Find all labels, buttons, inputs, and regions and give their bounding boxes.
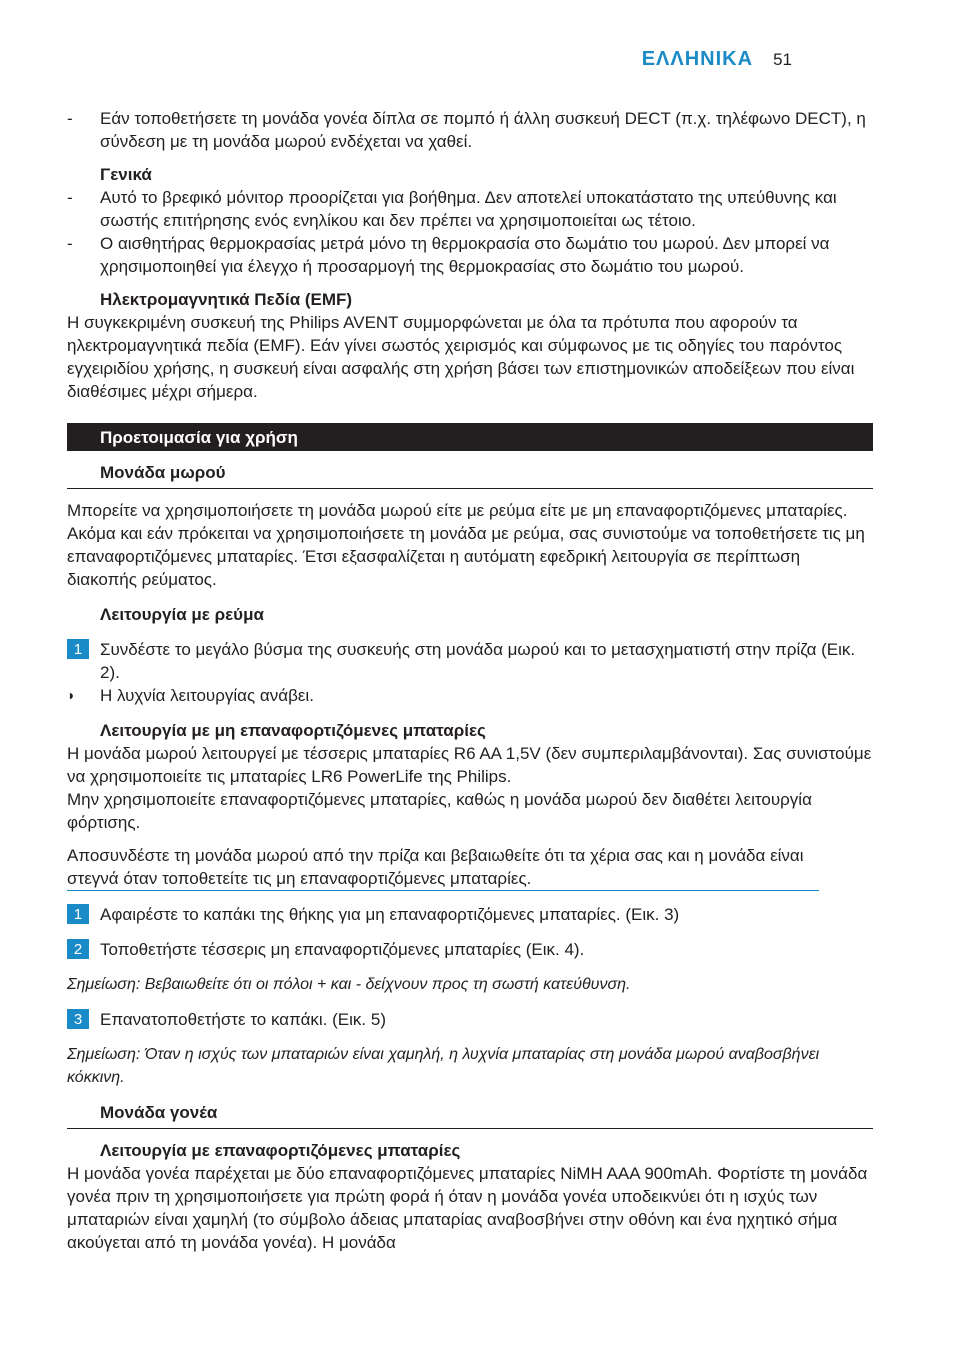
language-label: ΕΛΛΗΝΙΚΑ [641,48,754,70]
step-text: Συνδέστε το μεγάλο βύσμα της συσκευής στη μονάδα μωρού και το μετασχηματιστή στην πρίζα (Εικ. 2). [100,640,856,682]
section-title-bar: Προετοιμασία για χρήση [67,423,873,451]
bullet-dash: - [67,109,73,128]
step-text: Αφαιρέστε το καπάκι της θήκης για μη επαναφορτιζόμενες μπαταρίες. (Εικ. 3) [100,905,680,924]
heading-rechargeable-operation: Λειτουργία με επαναφορτιζόμενες μπαταρίες [100,1141,461,1160]
note-text: Σημείωση: Βεβαιωθείτε ότι οι πόλοι + και - δείχνουν προς τη σωστή κατεύθυνση. [67,976,631,993]
page-header [642,48,792,71]
bullet-item [67,186,873,232]
step-number: 2 [67,939,89,959]
result-item [67,684,873,707]
heading-general: Γενικά [100,165,152,184]
battery-paragraph-1: Η μονάδα μωρού λειτουργεί με τέσσερις μπαταρίες R6 AA 1,5V (δεν συμπεριλαμβάνονται). Σας συνιστούμε να χρησιμοποιείτε τις μπαταρίες LR6 PowerLife της Philips. [67,744,872,786]
emf-paragraph: Η συγκεκριμένη συσκευή της Philips AVENT συμμορφώνεται με όλα τα πρότυπα που αφορούν τα ηλεκτρομαγνητικά πεδία (EMF). Εάν γίνει σωστός χειρισμός και σύμφωνος με τις οδηγίες του παρόντος εγχειριδίου χρήσης, η συσκευή είναι ασφαλής στη χρήση βάσει των επιστημονικών αποδείξεων που είναι διαθέσιμες μέχρι σήμερα. [67,313,855,401]
parent-unit-paragraph: Η μονάδα γονέα παρέχεται με δύο επαναφορτιζόμενες μπαταρίες NiMH AAA 900mAh. Φορτίστε τη μονάδα γονέα πριν τη χρησιμοποιήσετε για πρώτη φορά ή όταν η μονάδα γονέα υποδεικνύει ότι η ισχύς των μπαταριών είναι χαμηλή (το σύμβολο άδειας μπαταρίας αναβοσβήνει στην οθόνη και ένα ηχητικό σήμα ακούγεται από τη μονάδα γονέα). Η μονάδα [67,1164,868,1252]
page-content [67,107,873,1254]
bullet-text: Ο αισθητήρας θερμοκρασίας μετρά μόνο τη θερμοκρασία στο δωμάτιο του μωρού. Δεν μπορεί να χρησιμοποιηθεί για έλεγχο ή προσαρμογή της θερμοκρασίας στο δωμάτιο του μωρού. [100,234,830,276]
bullet-text: Εάν τοποθετήσετε τη μονάδα γονέα δίπλα σε πομπό ή άλλη συσκευή DECT (π.χ. τηλέφωνο DECT), η σύνδεση με τη μονάδα μωρού ενδέχεται να χαθεί. [100,109,866,151]
step-number: 1 [67,639,89,659]
step-number: 3 [67,1009,89,1029]
bullet-text: Αυτό το βρεφικό μόνιτορ προορίζεται για βοήθημα. Δεν αποτελεί υποκατάστατο της υπεύθυνης και σωστής επιτήρησης ενός ενηλίκου και δεν πρέπει να χρησιμοποιείται ως τέτοιο. [100,188,837,230]
step-text: Επανατοποθετήστε το καπάκι. (Εικ. 5) [100,1010,386,1029]
page-number: 51 [773,50,792,69]
result-arrow-icon: ◗ [67,687,76,703]
warning-text: Αποσυνδέστε τη μονάδα μωρού από την πρίζα και βεβαιωθείτε ότι τα χέρια σας και η μονάδα είναι στεγνά όταν τοποθετείτε τις μη επαναφορτιζόμενες μπαταρίες. [67,844,819,891]
heading-baby-unit: Μονάδα μωρού [67,461,873,489]
step-item [67,1008,873,1031]
bullet-dash: - [67,188,73,207]
step-text: Τοποθετήστε τέσσερις μη επαναφορτιζόμενες μπαταρίες (Εικ. 4). [100,940,585,959]
bullet-item [67,232,873,278]
heading-battery-operation: Λειτουργία με μη επαναφορτιζόμενες μπαταρίες [100,721,486,740]
bullet-item [67,107,873,153]
bullet-dash: - [67,234,73,253]
note-text: Σημείωση: Όταν η ισχύς των μπαταριών είναι χαμηλή, η λυχνία μπαταρίας στη μονάδα μωρού αναβοσβήνει κόκκινη. [67,1046,820,1086]
baby-unit-intro: Μπορείτε να χρησιμοποιήσετε τη μονάδα μωρού είτε με ρεύμα είτε με μη επαναφορτιζόμενες μπαταρίες. Ακόμα και εάν πρόκειται να χρησιμοποιήσετε τη μονάδα με ρεύμα, σας συνιστούμε να τοποθετήσετε τις μη επαναφορτιζόμενες μπαταρίες. Έτσι εξασφαλίζεται η αυτόματη εφεδρική λειτουργία σε περίπτωση διακοπής ρεύματος. [67,501,865,589]
heading-parent-unit: Μονάδα γονέα [67,1101,873,1129]
heading-emf: Ηλεκτρομαγνητικά Πεδία (EMF) [100,290,353,309]
step-item [67,938,873,961]
step-item [67,638,873,684]
step-number: 1 [67,904,89,924]
battery-paragraph-2: Μην χρησιμοποιείτε επαναφορτιζόμενες μπαταρίες, καθώς η μονάδα μωρού δεν διαθέτει λειτουργία φόρτισης. [67,790,812,832]
step-item [67,903,873,926]
heading-mains-operation: Λειτουργία με ρεύμα [100,605,264,624]
result-text: Η λυχνία λειτουργίας ανάβει. [100,686,314,705]
